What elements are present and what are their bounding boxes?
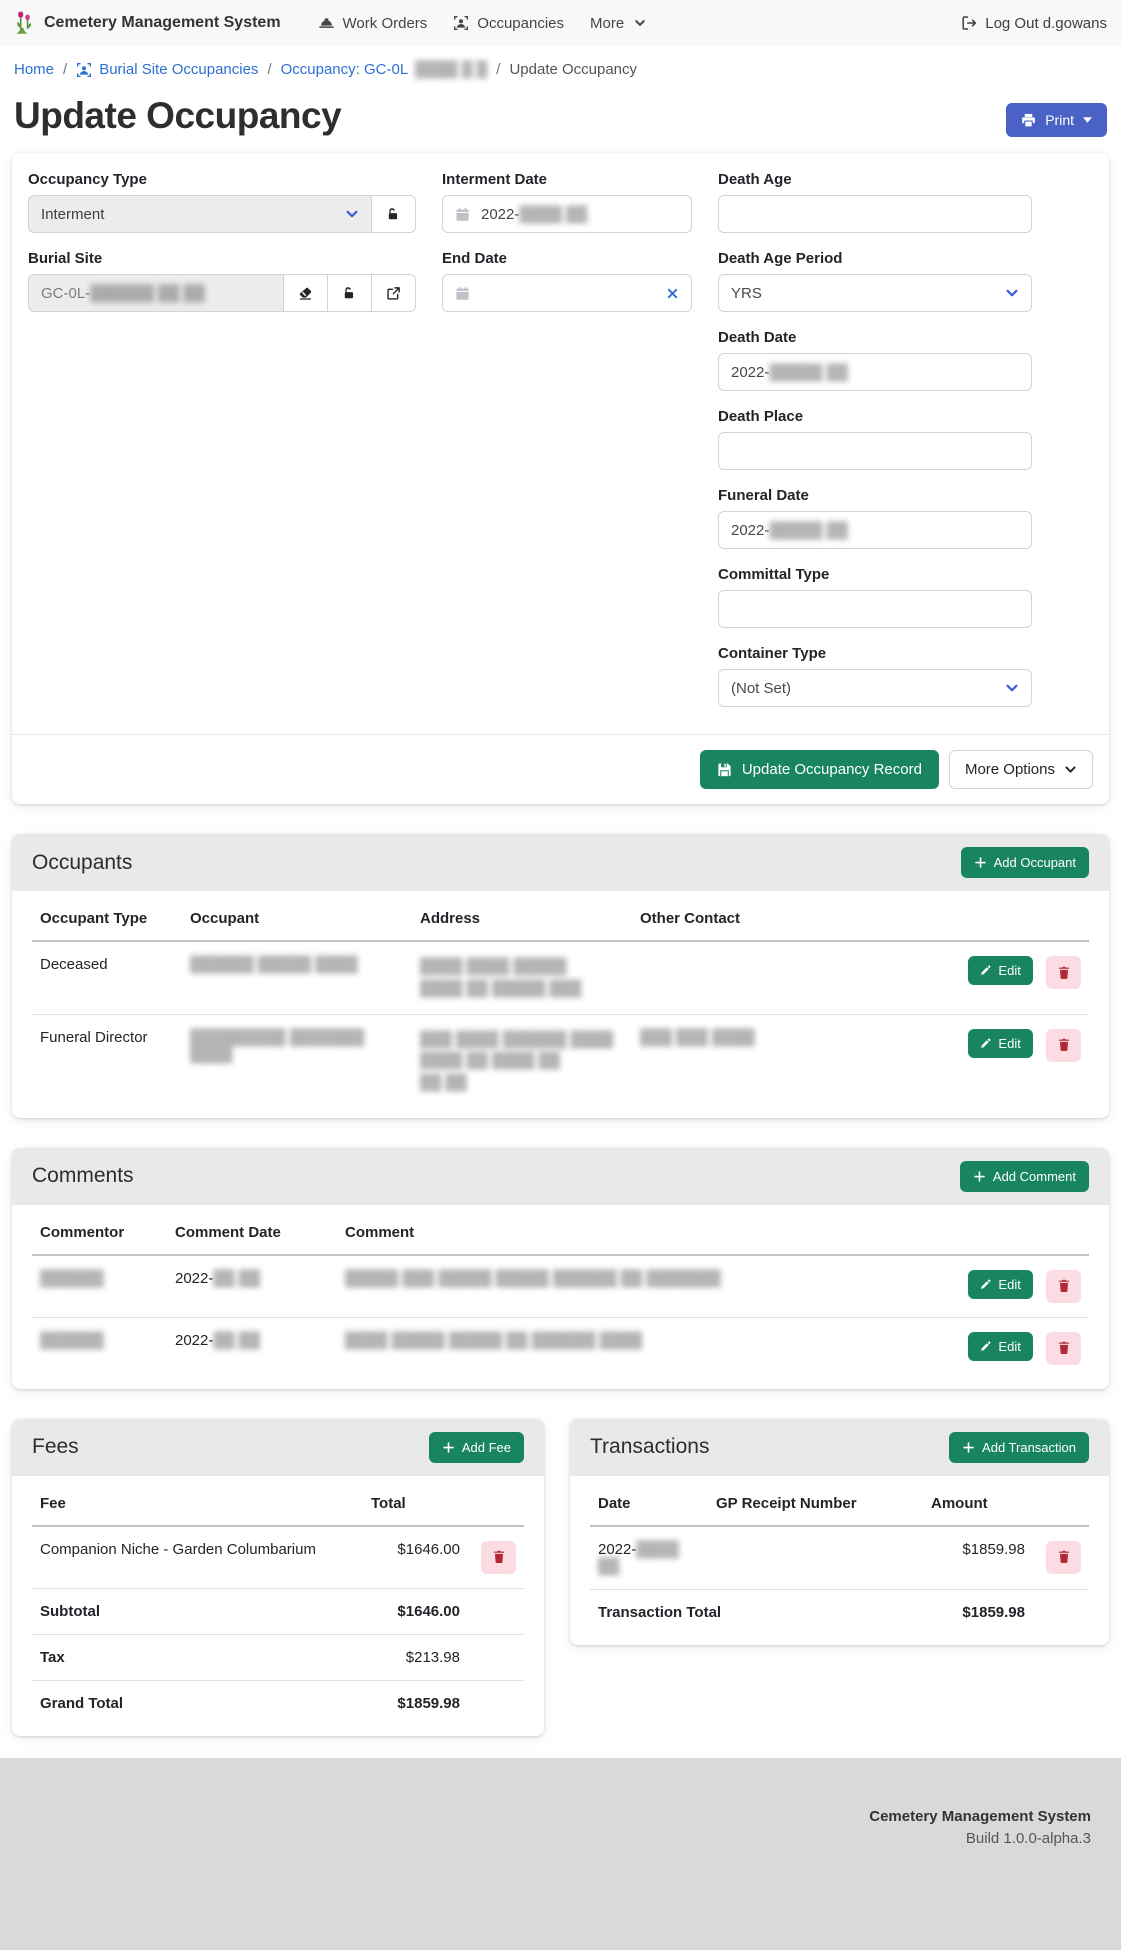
transactions-card bbox=[570, 1419, 1109, 1645]
tax-value: $213.98 bbox=[363, 1634, 468, 1680]
add-fee-label: Add Fee bbox=[461, 1439, 511, 1455]
transaction-date-cell bbox=[590, 1526, 708, 1590]
death-age-period-value: YRS bbox=[731, 284, 762, 302]
death-place-label: Death Place bbox=[718, 408, 804, 425]
nav-item-occupancies[interactable] bbox=[453, 15, 564, 32]
trash-icon bbox=[492, 1550, 506, 1564]
occupancy-form-card bbox=[12, 153, 1109, 804]
occupant-address-cell bbox=[412, 941, 632, 1014]
add-fee-button[interactable] bbox=[429, 1432, 524, 1463]
end-date-clear-icon[interactable] bbox=[666, 287, 679, 300]
top-navbar bbox=[0, 0, 1121, 46]
column-header-actions bbox=[960, 897, 1089, 941]
transaction-receipt-cell bbox=[708, 1526, 923, 1590]
field-interment-date bbox=[442, 171, 692, 233]
committal-type-input[interactable] bbox=[718, 590, 1032, 628]
transaction-total-label: Transaction Total bbox=[598, 1603, 722, 1621]
transactions-table bbox=[590, 1482, 1089, 1635]
comment-cell bbox=[337, 1255, 960, 1318]
printer-icon bbox=[1021, 113, 1036, 128]
hardhat-icon bbox=[318, 15, 335, 32]
table-row bbox=[32, 941, 1089, 1014]
interment-date-label: Interment Date bbox=[442, 171, 548, 188]
field-occupancy-type bbox=[28, 171, 416, 233]
comments-table bbox=[32, 1211, 1089, 1379]
death-date-input[interactable] bbox=[718, 353, 1032, 391]
occupant-type-cell: Deceased bbox=[32, 941, 182, 1014]
field-funeral-date bbox=[718, 487, 1032, 549]
committal-type-label: Committal Type bbox=[718, 566, 830, 583]
field-death-date bbox=[718, 329, 1032, 391]
logout-label: Log Out d.gowans bbox=[985, 14, 1107, 32]
occupants-title: Occupants bbox=[32, 850, 133, 874]
occupant-address-cell bbox=[412, 1014, 632, 1108]
funeral-date-input[interactable] bbox=[718, 511, 1032, 549]
comments-card bbox=[12, 1148, 1109, 1389]
page-title: Update Occupancy bbox=[14, 95, 342, 136]
occupant-contact-cell bbox=[632, 941, 960, 1014]
row-actions bbox=[468, 1526, 524, 1589]
subtotal-row bbox=[32, 1588, 524, 1634]
breadcrumb-home-link[interactable]: Home bbox=[14, 61, 55, 78]
chevron-down-icon bbox=[1005, 286, 1019, 300]
transaction-date-redacted: ████ ██ bbox=[598, 1540, 679, 1575]
unlock-icon bbox=[386, 206, 401, 222]
burial-site-value-redacted: ██████ ██ ██ bbox=[90, 284, 205, 302]
trash-icon bbox=[1057, 1550, 1071, 1564]
column-header: Occupant bbox=[182, 897, 412, 941]
person-bounding-box-icon bbox=[76, 62, 92, 78]
column-header: Commentor bbox=[32, 1211, 167, 1255]
occupancy-form bbox=[12, 153, 1109, 734]
column-header: Address bbox=[412, 897, 632, 941]
comment-cell bbox=[337, 1317, 960, 1379]
column-header: Total bbox=[363, 1482, 468, 1526]
pencil-icon bbox=[980, 965, 991, 976]
comment-date-prefix: 2022- bbox=[175, 1331, 214, 1349]
field-death-age bbox=[718, 171, 1032, 233]
transactions-header bbox=[570, 1419, 1109, 1476]
add-transaction-label: Add Transaction bbox=[982, 1439, 1076, 1455]
row-actions bbox=[960, 1317, 1089, 1379]
breadcrumb-separator: / bbox=[63, 61, 68, 78]
burial-site-lock-button[interactable] bbox=[327, 274, 372, 312]
column-header: Comment bbox=[337, 1211, 960, 1255]
transaction-date-prefix: 2022- bbox=[598, 1540, 637, 1558]
occupants-header bbox=[12, 834, 1109, 891]
breadcrumb-separator: / bbox=[496, 61, 501, 78]
occupancy-type-label: Occupancy Type bbox=[28, 171, 147, 188]
nav-item-more[interactable] bbox=[590, 15, 646, 32]
breadcrumb-occupancy-link[interactable] bbox=[281, 61, 488, 78]
column-header: Fee bbox=[32, 1482, 363, 1526]
edit-button[interactable] bbox=[968, 956, 1032, 985]
occupancy-type-value: Interment bbox=[41, 205, 105, 223]
footer-build-version: Build 1.0.0-alpha.3 bbox=[965, 1829, 1091, 1847]
occupants-table bbox=[32, 897, 1089, 1108]
end-date-label: End Date bbox=[442, 250, 508, 267]
burial-site-label: Burial Site bbox=[28, 250, 103, 267]
grand-total-row bbox=[32, 1680, 524, 1726]
delete-button[interactable] bbox=[1046, 956, 1081, 989]
fee-name-cell: Companion Niche - Garden Columbarium bbox=[32, 1526, 363, 1589]
commentor-cell bbox=[32, 1255, 167, 1318]
subtotal-value: $1646.00 bbox=[363, 1588, 468, 1634]
trash-icon bbox=[1057, 1341, 1071, 1355]
page-footer bbox=[0, 1758, 1121, 1950]
breadcrumb-occupancy-label: Occupancy: GC-0L bbox=[280, 61, 409, 78]
row-actions bbox=[960, 1255, 1089, 1318]
fee-total-cell: $1646.00 bbox=[363, 1526, 468, 1589]
redacted-text: ███ ███ ████ bbox=[640, 1028, 755, 1046]
edit-button[interactable] bbox=[968, 1029, 1032, 1058]
nav-item-label: Work Orders bbox=[342, 14, 428, 32]
column-header: Comment Date bbox=[167, 1211, 337, 1255]
breadcrumb-sites-label: Burial Site Occupancies bbox=[99, 61, 259, 78]
plus-icon bbox=[962, 1441, 975, 1454]
interment-date-prefix: 2022- bbox=[481, 205, 520, 223]
funeral-date-redacted: █████ ██ bbox=[769, 521, 848, 539]
death-date-prefix: 2022- bbox=[731, 363, 770, 381]
more-options-button[interactable] bbox=[949, 750, 1093, 789]
comment-date-redacted: ██ ██ bbox=[213, 1269, 261, 1287]
row-actions bbox=[960, 1014, 1089, 1108]
field-committal-type bbox=[718, 566, 1032, 628]
transaction-total-row bbox=[590, 1589, 1089, 1635]
add-comment-button[interactable] bbox=[960, 1161, 1089, 1192]
nav-item-label: More bbox=[590, 14, 625, 32]
delete-button[interactable] bbox=[481, 1541, 516, 1574]
chevron-down-icon bbox=[1005, 681, 1019, 695]
redacted-text: █████████ ███████ ████ bbox=[190, 1028, 365, 1063]
tulips-logo-icon bbox=[14, 8, 35, 38]
add-transaction-button[interactable] bbox=[949, 1432, 1089, 1463]
funeral-date-label: Funeral Date bbox=[718, 487, 809, 504]
form-column-2 bbox=[442, 171, 692, 724]
occupant-contact-cell bbox=[632, 1014, 960, 1108]
add-occupant-button[interactable] bbox=[961, 847, 1089, 878]
edit-label: Edit bbox=[998, 1338, 1021, 1354]
end-date-input[interactable] bbox=[442, 274, 692, 312]
eraser-icon bbox=[298, 286, 313, 301]
trash-icon bbox=[1057, 966, 1071, 980]
pencil-icon bbox=[980, 1038, 991, 1049]
occupant-name-cell bbox=[182, 1014, 412, 1108]
bottom-row bbox=[12, 1419, 1109, 1736]
interment-date-input[interactable] bbox=[442, 195, 692, 233]
burial-site-clear-button[interactable] bbox=[283, 274, 328, 312]
chevron-down-icon bbox=[634, 17, 646, 29]
unlock-icon bbox=[342, 285, 357, 301]
comment-date-redacted: ██ ██ bbox=[213, 1331, 261, 1349]
breadcrumb-separator: / bbox=[267, 61, 272, 78]
redacted-text: █████ ███ █████ █████ ██████ ██ ███████ bbox=[345, 1269, 721, 1287]
save-icon bbox=[717, 762, 732, 777]
delete-button[interactable] bbox=[1046, 1029, 1081, 1062]
field-end-date bbox=[442, 250, 692, 312]
transaction-total-value: $1859.98 bbox=[962, 1603, 1025, 1621]
add-occupant-label: Add Occupant bbox=[993, 855, 1076, 870]
redacted-text: ████ ██ ████ ██ bbox=[420, 1052, 561, 1070]
death-age-input[interactable] bbox=[718, 195, 1032, 233]
column-header: Date bbox=[590, 1482, 708, 1526]
container-type-label: Container Type bbox=[718, 645, 827, 662]
edit-label: Edit bbox=[998, 1035, 1021, 1051]
death-age-label: Death Age bbox=[718, 171, 792, 188]
row-actions bbox=[960, 941, 1089, 1014]
chevron-down-icon bbox=[1064, 763, 1077, 776]
field-container-type bbox=[718, 645, 1032, 707]
breadcrumb bbox=[0, 46, 1121, 87]
trash-icon bbox=[1057, 1038, 1071, 1052]
redacted-text: ████ ██ █████ ███ bbox=[420, 979, 582, 997]
brand-label: Cemetery Management System bbox=[44, 14, 281, 31]
table-row bbox=[32, 1255, 1089, 1318]
print-label: Print bbox=[1045, 112, 1074, 128]
nav-item-work-orders[interactable] bbox=[318, 15, 428, 32]
fees-table bbox=[32, 1482, 524, 1726]
death-place-input[interactable] bbox=[718, 432, 1032, 470]
funeral-date-prefix: 2022- bbox=[731, 521, 770, 539]
pencil-icon bbox=[980, 1279, 991, 1290]
update-occupancy-record-label: Update Occupancy Record bbox=[741, 761, 922, 778]
table-row bbox=[32, 1317, 1089, 1379]
transaction-amount-cell: $1859.98 bbox=[923, 1526, 1033, 1590]
redacted-text: ██ ██ bbox=[420, 1074, 467, 1091]
burial-site-value-prefix: GC-0L- bbox=[41, 284, 91, 302]
page-head bbox=[0, 87, 1121, 153]
delete-button[interactable] bbox=[1046, 1270, 1081, 1303]
logout-button[interactable] bbox=[961, 15, 1107, 32]
add-comment-label: Add Comment bbox=[992, 1168, 1076, 1184]
delete-button[interactable] bbox=[1046, 1541, 1081, 1574]
column-header: Occupant Type bbox=[32, 897, 182, 941]
table-row bbox=[590, 1526, 1089, 1590]
comment-date-cell bbox=[167, 1317, 337, 1379]
field-death-place bbox=[718, 408, 1032, 470]
logout-icon bbox=[961, 15, 977, 31]
edit-button[interactable] bbox=[968, 1332, 1032, 1361]
container-type-value: (Not Set) bbox=[731, 679, 792, 697]
occupancy-type-lock-button[interactable] bbox=[371, 195, 416, 233]
commentor-cell bbox=[32, 1317, 167, 1379]
redacted-text: ████ ████ █████ bbox=[420, 958, 567, 975]
burial-site-open-button[interactable] bbox=[371, 274, 416, 312]
tax-row bbox=[32, 1634, 524, 1680]
person-bounding-box-icon bbox=[453, 15, 469, 31]
plus-icon bbox=[442, 1441, 455, 1454]
comment-date-cell bbox=[167, 1255, 337, 1318]
delete-button[interactable] bbox=[1046, 1332, 1081, 1365]
occupant-type-cell: Funeral Director bbox=[40, 1028, 148, 1046]
redacted-text: ██████ bbox=[40, 1331, 104, 1349]
occupant-name-cell bbox=[182, 941, 412, 1014]
column-header: Amount bbox=[923, 1482, 1033, 1526]
interment-date-redacted: ████ ██ bbox=[519, 205, 588, 223]
death-age-period-select[interactable] bbox=[718, 274, 1032, 312]
column-header-actions bbox=[1033, 1482, 1089, 1526]
trash-icon bbox=[1057, 1279, 1071, 1293]
death-date-label: Death Date bbox=[718, 329, 797, 346]
redacted-text: ████ █████ █████ ██ ██████ ████ bbox=[345, 1331, 643, 1349]
more-options-label: More Options bbox=[964, 761, 1055, 778]
pencil-icon bbox=[980, 1341, 991, 1352]
subtotal-label: Subtotal bbox=[32, 1588, 363, 1634]
brand[interactable] bbox=[14, 8, 281, 38]
burial-site-input[interactable] bbox=[28, 274, 284, 312]
grand-total-value: $1859.98 bbox=[397, 1694, 460, 1712]
footer-app-name: Cemetery Management System bbox=[869, 1807, 1091, 1825]
plus-icon bbox=[974, 856, 987, 869]
comment-date-prefix: 2022- bbox=[175, 1269, 214, 1287]
column-header: Other Contact bbox=[632, 897, 960, 941]
fees-card bbox=[12, 1419, 544, 1736]
occupancy-type-select[interactable] bbox=[28, 195, 372, 233]
tax-label: Tax bbox=[32, 1634, 363, 1680]
breadcrumb-occupancy-redacted: ████ █ █ bbox=[415, 61, 488, 78]
edit-label: Edit bbox=[998, 963, 1021, 978]
redacted-text: ███ ████ ██████ ████ bbox=[420, 1030, 614, 1048]
column-header-actions bbox=[960, 1211, 1089, 1255]
plus-icon bbox=[973, 1170, 986, 1183]
column-header: GP Receipt Number bbox=[708, 1482, 923, 1526]
form-column-1 bbox=[28, 171, 416, 724]
redacted-text: ██████ █████ ████ bbox=[190, 956, 358, 973]
breadcrumb-current: Update Occupancy bbox=[509, 61, 638, 78]
nav-item-label: Occupancies bbox=[477, 14, 564, 32]
comments-title: Comments bbox=[32, 1164, 134, 1188]
occupants-card bbox=[12, 834, 1109, 1118]
box-arrow-up-right-icon bbox=[386, 286, 401, 301]
print-button[interactable] bbox=[1006, 103, 1107, 137]
fees-title: Fees bbox=[32, 1435, 79, 1459]
chevron-down-icon bbox=[345, 207, 359, 221]
table-row bbox=[32, 1014, 1089, 1108]
container-type-select[interactable] bbox=[718, 669, 1032, 707]
redacted-text: ██████ bbox=[40, 1269, 104, 1287]
grand-total-label: Grand Total bbox=[40, 1694, 124, 1712]
form-footer bbox=[12, 734, 1109, 804]
calendar-icon bbox=[455, 286, 470, 301]
edit-button[interactable] bbox=[968, 1270, 1032, 1299]
death-age-period-label: Death Age Period bbox=[718, 250, 843, 267]
comments-header bbox=[12, 1148, 1109, 1205]
field-burial-site bbox=[28, 250, 416, 312]
edit-label: Edit bbox=[998, 1276, 1021, 1292]
field-death-age-period bbox=[718, 250, 1032, 312]
calendar-icon bbox=[455, 207, 470, 222]
table-row bbox=[32, 1526, 524, 1589]
breadcrumb-sites-link[interactable] bbox=[76, 61, 258, 78]
transactions-title: Transactions bbox=[590, 1435, 710, 1459]
form-column-3 bbox=[718, 171, 1032, 724]
column-header-actions bbox=[468, 1482, 524, 1526]
caret-down-icon bbox=[1083, 117, 1092, 123]
fees-header bbox=[12, 1419, 544, 1476]
row-actions bbox=[1033, 1526, 1089, 1590]
update-occupancy-record-button[interactable] bbox=[700, 750, 939, 789]
death-date-redacted: █████ ██ bbox=[769, 363, 848, 381]
